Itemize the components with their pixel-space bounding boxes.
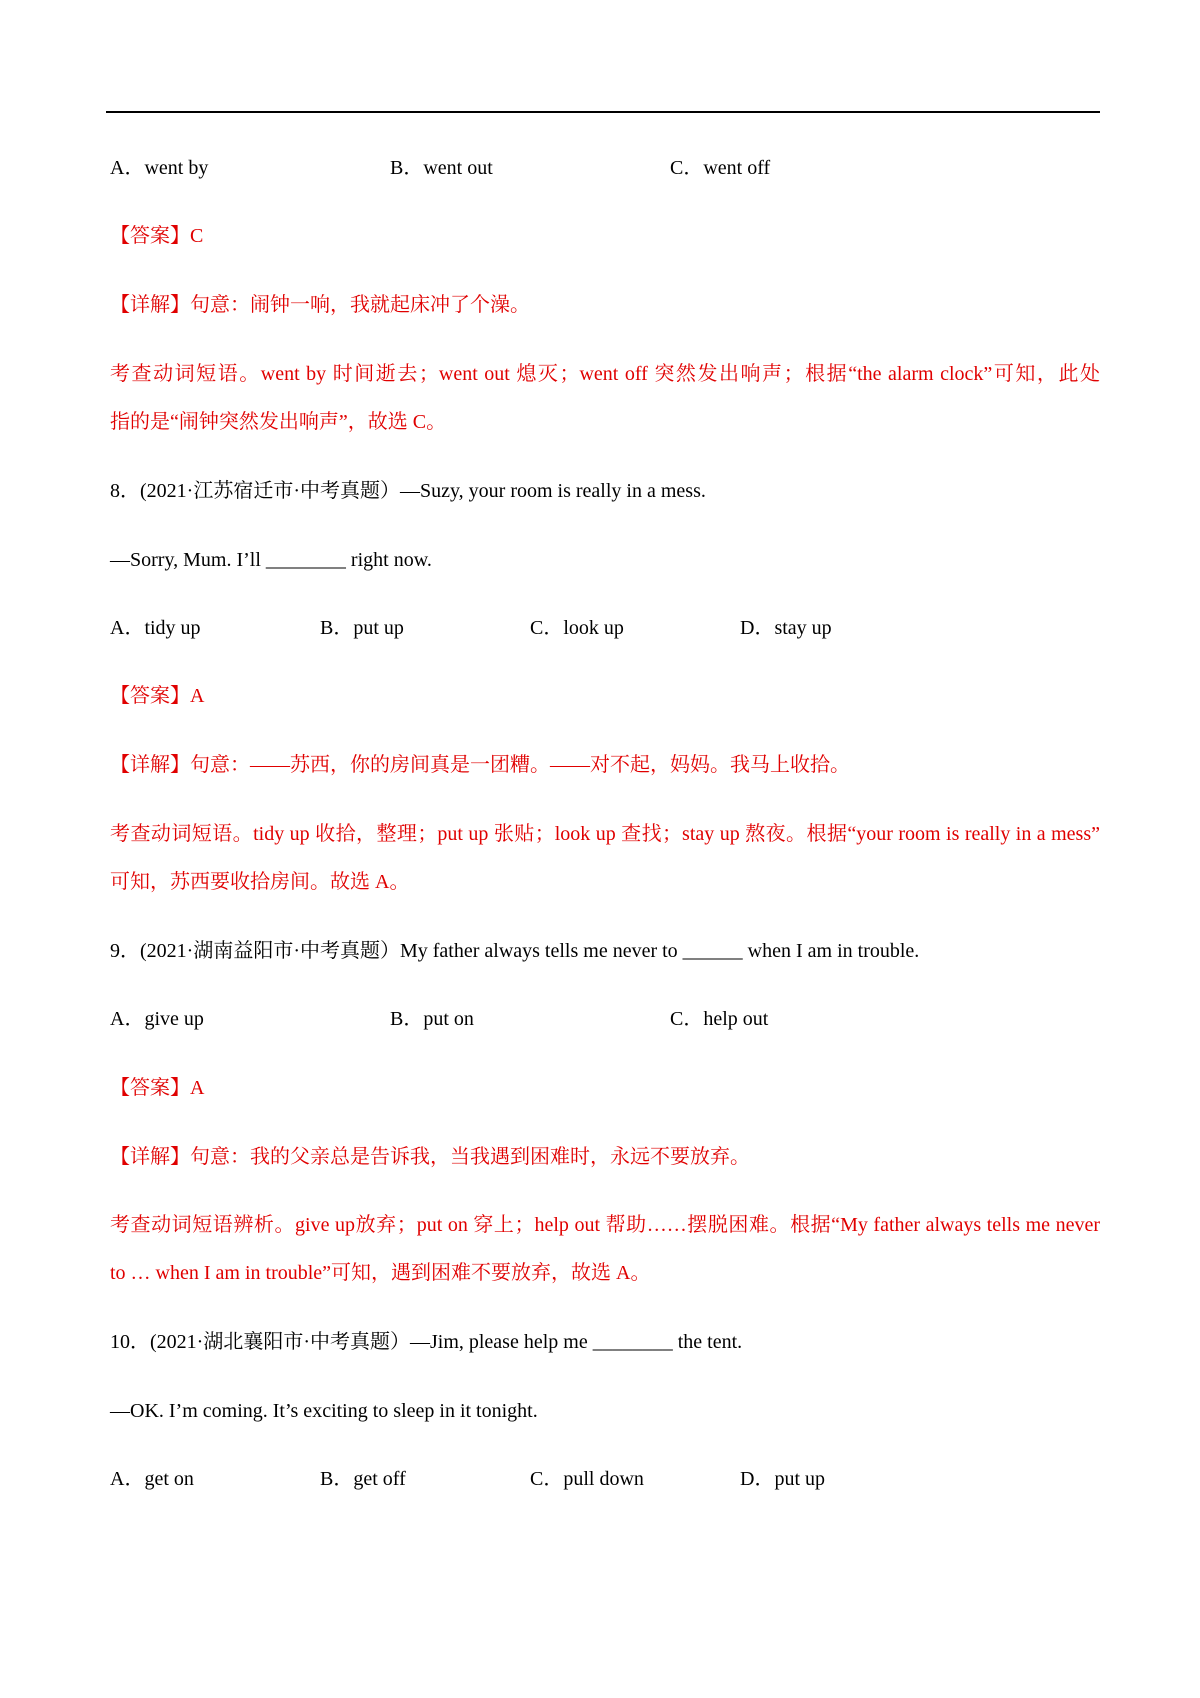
q8-dialogue-reply: —Sorry, Mum. I’ll ________ right now. <box>110 549 432 571</box>
q9-explanation-line2: to … when I am in trouble”可知，遇到困难不要放弃，故选 A。 <box>110 1262 651 1284</box>
q8-option-b: B．put up <box>320 617 404 639</box>
q8-explanation-line1: 考查动词短语。tidy up 收拾，整理；put up 张贴；look up 查找；stay up 熬夜。根据“your room is really in a mess” <box>110 823 1100 845</box>
q9-option-c: C．help out <box>670 1008 769 1030</box>
q9-option-b: B．put on <box>390 1008 474 1030</box>
q10-option-c: C．pull down <box>530 1468 644 1490</box>
q8-detail: 【详解】句意：——苏西，你的房间真是一团糟。——对不起，妈妈。我马上收拾。 <box>110 754 850 776</box>
q7-option-a: A．went by <box>110 157 209 179</box>
q8-option-c: C．look up <box>530 617 624 639</box>
q10-option-a: A．get on <box>110 1468 194 1490</box>
q10-stem: 10．(2021·湖北襄阳市·中考真题）—Jim, please help me ________ the tent. <box>110 1331 743 1353</box>
q9-option-a: A．give up <box>110 1008 204 1030</box>
q8-explanation-line2: 可知，苏西要收拾房间。故选 A。 <box>110 871 410 893</box>
q7-option-c: C．went off <box>670 157 771 179</box>
q7-option-b: B．went out <box>390 157 493 179</box>
q7-detail: 【详解】句意：闹钟一响，我就起床冲了个澡。 <box>110 294 530 316</box>
q9-detail: 【详解】句意：我的父亲总是告诉我，当我遇到困难时，永远不要放弃。 <box>110 1146 750 1168</box>
q9-answer: 【答案】A <box>110 1077 205 1099</box>
q10-option-d: D．put up <box>740 1468 825 1490</box>
q7-answer: 【答案】C <box>110 225 204 247</box>
q9-stem: 9．(2021·湖南益阳市·中考真题）My father always tells me never to ______ when I am in trouble. <box>110 940 920 962</box>
q7-explanation-line2: 指的是“闹钟突然发出响声”，故选 C。 <box>110 411 447 433</box>
header-rule <box>106 111 1100 113</box>
q9-explanation-line1: 考查动词短语辨析。give up放弃；put on 穿上；help out 帮助……摆脱困难。根据“My father always tells me never <box>110 1214 1100 1236</box>
q7-explanation-line1: 考查动词短语。went by 时间逝去；went out 熄灭；went off 突然发出响声；根据“the alarm clock”可知，此处 <box>110 363 1100 385</box>
q10-option-b: B．get off <box>320 1468 406 1490</box>
q8-option-d: D．stay up <box>740 617 832 639</box>
q8-answer: 【答案】A <box>110 685 205 707</box>
q8-stem: 8．(2021·江苏宿迁市·中考真题）—Suzy, your room is really in a mess. <box>110 480 706 502</box>
q8-option-a: A．tidy up <box>110 617 201 639</box>
q10-dialogue-reply: —OK. I’m coming. It’s exciting to sleep in it tonight. <box>110 1400 538 1422</box>
